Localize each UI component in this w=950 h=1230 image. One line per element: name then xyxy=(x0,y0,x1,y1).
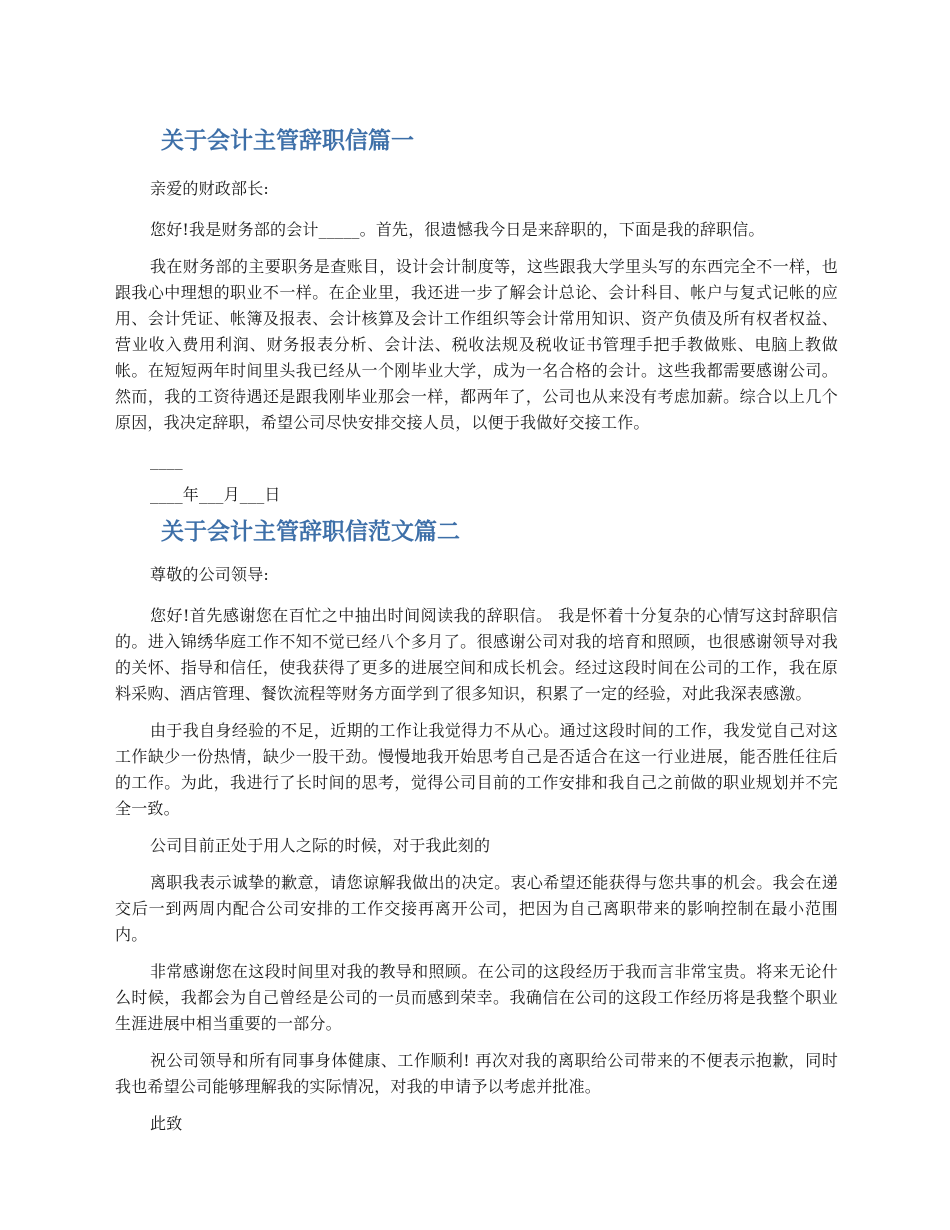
section2-paragraph-3: 公司目前正处于用人之际的时候，对于我此刻的 xyxy=(150,836,491,856)
section1-paragraph-2: 我在财务部的主要职务是查账目，设计会计制度等，这些跟我大学里头写的东西完全不一样，也跟我心中理想的职业不一样。在企业里，我还进一步了解会计总论、会计科目、帐户与复式记帐的应用、会计凭证、帐簿及报表、会计核算及会计工作组织等会计常用知识、资产负债及所有权者权益、营业收入费用利润、财务报表分析、会计法、税收法规及税收证书管理手把手教做账、电脑上教做帐。在短短两年时间里头我已经从一个刚毕业大学，成为一名合格的会计。这些我都需要感谢公司。然而，我的工资待遇还是跟我刚毕业那会一样，都两年了，公司也从来没有考虑加薪。综合以上几个原因，我决定辞职，希望公司尽快安排交接人员，以便于我做好交接工作。 xyxy=(115,256,838,432)
section1-salutation: 亲爱的财政部长: xyxy=(150,178,269,198)
section2-title: 关于会计主管辞职信范文篇二 xyxy=(161,518,460,545)
section1-signature-line: ____ xyxy=(150,450,183,470)
section1-paragraph-1: 您好!我是财务部的会计_____。首先，很遗憾我今日是来辞职的，下面是我的辞职信。 xyxy=(150,219,765,239)
section2-paragraph-6: 祝公司领导和所有同事身体健康、工作顺利! 再次对我的离职给公司带来的不便表示抱歉，同时我也希望公司能够理解我的实际情况，对我的申请予以考虑并批准。 xyxy=(115,1051,838,1097)
section2-paragraph-2: 由于我自身经验的不足，近期的工作让我觉得力不从心。通过这段时间的工作，我发觉自己对这工作缺少一份热情，缺少一股干劲。慢慢地我开始思考自己是否适合在这一行业进展，能否胜任往后的工作。为此，我进行了长时间的思考，觉得公司目前的工作安排和我自己之前做的职业规划并不完全一致。 xyxy=(115,721,838,819)
section2-paragraph-5: 非常感谢您在这段时间里对我的教导和照顾。在公司的这段经历于我而言非常宝贵。将来无论什么时候，我都会为自己曾经是公司的一员而感到荣幸。我确信在公司的这段工作经历将是我整个职业生涯进展中相当重要的一部分。 xyxy=(115,962,838,1034)
section1-date-line: ____年___月___日 xyxy=(150,484,281,504)
section2-salutation: 尊敬的公司领导: xyxy=(150,565,269,585)
section2-closing: 此致 xyxy=(150,1114,183,1134)
section2-paragraph-4: 离职我表示诚挚的歉意，请您谅解我做出的决定。衷心希望还能获得与您共事的机会。我会在递交后一到两周内配合公司安排的工作交接再离开公司，把因为自己离职带来的影响控制在最小范围内。 xyxy=(115,873,838,945)
section1-title: 关于会计主管辞职信篇一 xyxy=(161,128,414,154)
section2-paragraph-1: 您好!首先感谢您在百忙之中抽出时间阅读我的辞职信。 我是怀着十分复杂的心情写这封辞职信的。进入锦绣华庭工作不知不觉已经八个多月了。很感谢公司对我的培育和照顾，也很感谢领导对我的关怀、指导和信任，使我获得了更多的进展空间和成长机会。经过这段时间在公司的工作，我在原料采购、酒店管理、餐饮流程等财务方面学到了很多知识，积累了一定的经验，对此我深表感激。 xyxy=(115,606,838,704)
